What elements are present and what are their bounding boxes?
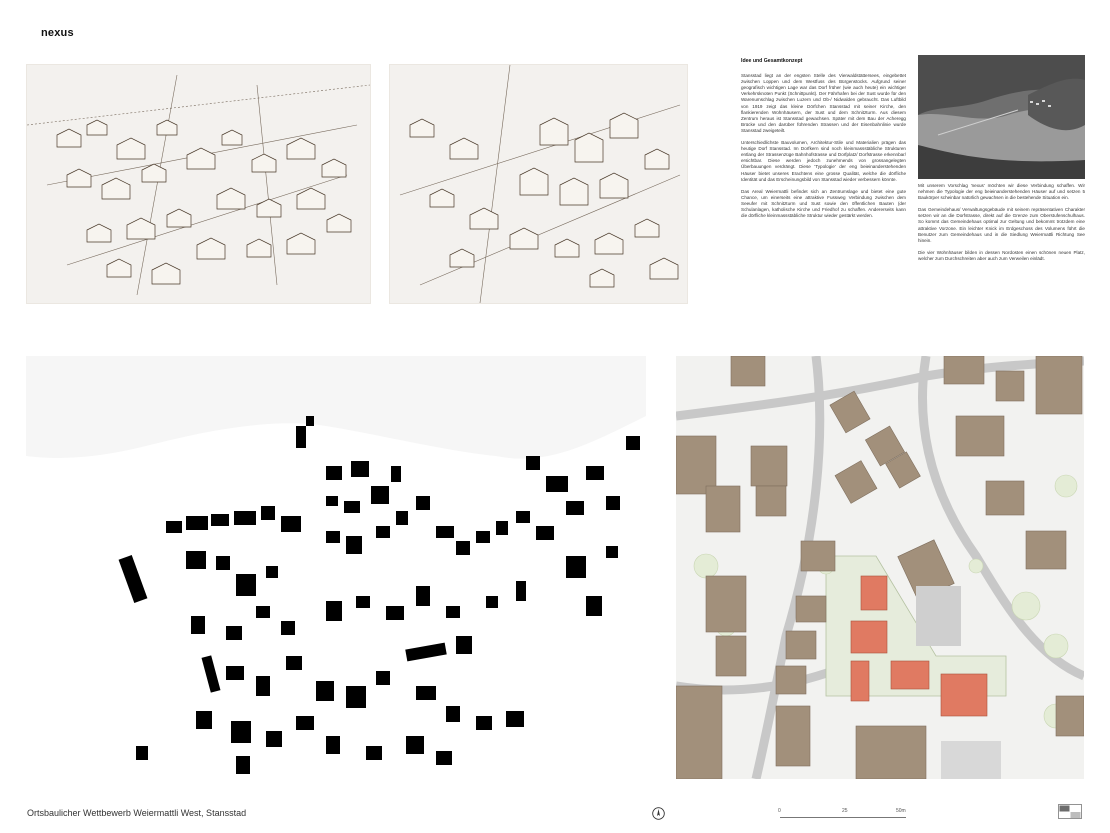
sketch-aerial-proposal-drawing bbox=[390, 65, 687, 303]
aerial-photo-image bbox=[918, 55, 1085, 179]
section-heading: Idee und Gesamtkonzept bbox=[741, 58, 803, 64]
footer-title: Ortsbaulicher Wettbewerb Weiermattli West, Stansstad bbox=[27, 808, 247, 818]
paragraph: Das Areal Weiermattli befindet sich an Zentrumslage und bietet eine gute Chance, um einerseits eine attraktive Fussweg Verbindung zwischen dem Seeufer mit Schnitzturm und Sust sowie den öffentlichen Bauten (der Schulanlagen, katholische Kirche und Friedhof zu schaffen. Andererseits kann die dörfliche kleinmassstäbliche Struktur wieder gestärkt werden. bbox=[741, 188, 906, 219]
paragraph: Die vier Wohnhäuser bilden in dessen Nordosten einen schönen neuen Platz, welcher zum Durchschreiten aber auch zum Verweilen einlädt. bbox=[918, 249, 1085, 261]
sketch-aerial-proposal bbox=[389, 64, 688, 304]
building-footprints bbox=[119, 416, 640, 774]
paragraph: Das Gemeindehaus/ Verwaltungsgebäude mit seinem repräsentativen Charakter setzen wir an die Dorfstrasse, direkt auf die Grenze zum Oberstufenschulhaus. So kommt das Gemeindehaus optimal zur Geltung und bekommt trotzdem eine attraktive Vorzone. Ein leichter Knick im Erdgeschoss des Volumens führt die Benutzer zum Gemeindehaus und in die Siedlung Weiermattli Richtung See hinein. bbox=[918, 207, 1085, 243]
site-plan-drawing bbox=[676, 356, 1084, 779]
parking-area bbox=[941, 741, 1001, 779]
sketch-aerial-existing-drawing bbox=[27, 65, 370, 303]
scale-label-50: 50m bbox=[896, 808, 906, 814]
paragraph: Stansstad liegt an der engsten Stelle des Vierwaldstättersees, eingebettet zwischen Loppen und dem Westfuss des Bürgenstocks. Aufgrund seiner geografisch wichtigen Lage war das Dorf früher (wie auch heute) ein wichtiger Verkehrsknoten Punkt (Schnittpunkt). Der Fährhafen bei der Sust wurde für den Warenumschlag zwischen Luzern und Ob-/ Nidwalden gebraucht. Das Luftbild von 1919 zeigt das kleine Dörfchen Stansstad mit seiner Kirche, den flankierenden Wohnhäusern, der Sust und dem Schnitzturm. Aus diesem Zentrum heraus ist Stansstad gewachsen. Später mit dem Bau der Acheregg Brücke und den darüber führenden Strassen und der Eisenbahnlinie wurde Stansstad zweigeteilt. bbox=[741, 73, 906, 133]
site-plan bbox=[676, 356, 1084, 779]
brand-title: nexus bbox=[41, 27, 74, 39]
figure-ground-plan bbox=[26, 356, 646, 779]
paragraph: Unterschiedlichste Bauvolumen, Architektur-Stile und Materialien prägen das heutige Dorf Stansstad. Im Dorfkern sind noch kleinmassstäbliche Strukturen entlang der Strassenzüge Bahnhofstrasse und Dorfplatz/ Dorfstrasse erkennbar/ ersichtbar. Diese werden jedoch zunehmends von grossangelegten Überbauungen verdrängt. Diese 'Typologie' der eng beieinanderstehenden Häuser bietet unseres Erachtens eine grosse Qualität, welche die dörfliche Identität und das Erscheinungsbild von Stansstad wieder verbessern könnte. bbox=[741, 140, 906, 182]
text-column-right bbox=[918, 183, 1085, 268]
text-column-left bbox=[741, 58, 906, 225]
sheet-thumbnail-icon bbox=[1058, 804, 1082, 819]
scale-bar bbox=[778, 808, 910, 822]
scale-line bbox=[780, 817, 906, 818]
scale-label-0: 0 bbox=[778, 808, 781, 814]
sketch-houses-1 bbox=[57, 120, 351, 284]
figure-ground-drawing bbox=[26, 356, 646, 779]
north-arrow-icon bbox=[652, 807, 665, 820]
scale-label-25: 25 bbox=[842, 808, 848, 814]
paragraph: Mit unserem Vorschlag 'nexus' möchten wir diese Verbindung schaffen. Wir nehmen die Typologie der eng beieinanderstehenden Häuser auf und setzen 5 Baukörper scheinbar natürlich gewachsen in die bestehende Situation ein. bbox=[918, 183, 1085, 201]
aerial-photo-1919 bbox=[918, 55, 1085, 179]
sketch-houses-2 bbox=[410, 113, 678, 287]
sketch-aerial-existing bbox=[26, 64, 371, 304]
existing-school-building bbox=[916, 586, 961, 646]
